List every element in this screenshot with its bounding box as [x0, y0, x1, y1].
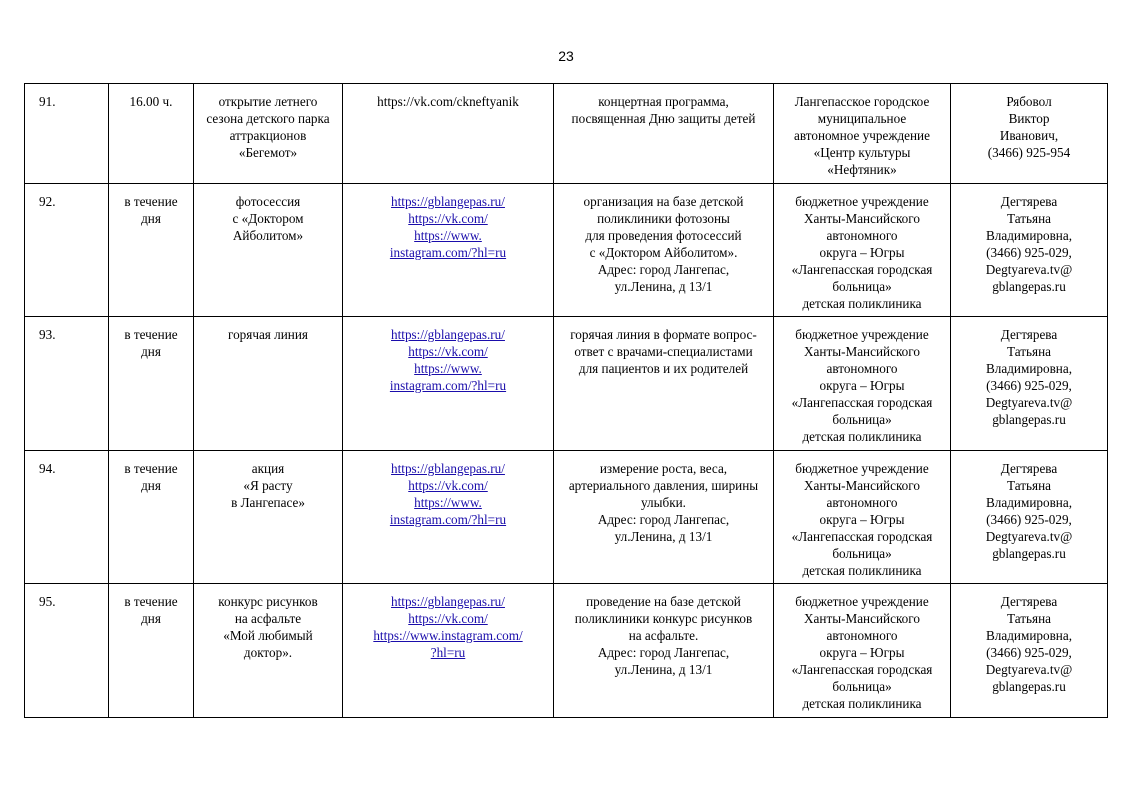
cell-description-line: организация на базе детской — [583, 194, 744, 209]
cell-organizer-line: детская поликлиника — [802, 429, 922, 444]
cell-description — [554, 451, 774, 584]
link[interactable]: https://vk.com/ — [408, 611, 488, 626]
cell-links — [343, 184, 554, 317]
cell-organizer-line: Лангепасское городское — [794, 94, 930, 109]
link[interactable]: https://vk.com/ckneftyanik — [377, 94, 519, 109]
cell-organizer-line: «Лангепасская городская — [791, 662, 933, 677]
cell-contact-line: Дегтярева — [1000, 461, 1058, 476]
cell-description-line: измерение роста, веса, — [599, 461, 728, 476]
events-table — [24, 83, 1108, 718]
cell-time-line: в течение — [124, 594, 178, 609]
cell-contact-line: Владимировна, — [985, 361, 1073, 376]
cell-time-line: дня — [141, 478, 161, 493]
cell-contact-line: Рябовол — [1006, 94, 1052, 109]
cell-contact-line: gblangepas.ru — [992, 546, 1066, 561]
link[interactable]: instagram.com/?hl=ru — [389, 378, 507, 393]
cell-time-line: дня — [141, 211, 161, 226]
cell-event — [194, 584, 343, 718]
cell-contact — [951, 317, 1108, 451]
cell-event-line: «Я расту — [243, 478, 293, 493]
cell-event-line: конкурс рисунков — [218, 594, 318, 609]
cell-event-line: сезона детского парка — [206, 111, 330, 126]
cell-description — [554, 184, 774, 317]
cell-organizer — [774, 584, 951, 718]
cell-organizer — [774, 184, 951, 317]
cell-description-line: ул.Ленина, д 13/1 — [614, 279, 713, 294]
cell-contact-line: gblangepas.ru — [992, 279, 1066, 294]
cell-time-line: дня — [141, 611, 161, 626]
cell-time-line: дня — [141, 344, 161, 359]
cell-organizer-line: детская поликлиника — [802, 296, 922, 311]
link[interactable]: https://gblangepas.ru/ — [391, 594, 505, 609]
cell-contact-line: Дегтярева — [1000, 594, 1058, 609]
cell-contact-line: Degtyareva.tv@ — [985, 395, 1073, 410]
cell-time — [109, 451, 194, 584]
cell-event-line: в Лангепасе» — [231, 495, 305, 510]
cell-number: 91. — [25, 84, 109, 184]
cell-description-line: проведение на базе детской — [586, 594, 741, 609]
cell-contact-line: gblangepas.ru — [992, 412, 1066, 427]
cell-time-line: в течение — [124, 327, 178, 342]
cell-organizer-line: Ханты-Мансийского — [804, 478, 920, 493]
cell-links — [343, 84, 554, 184]
cell-organizer-line: округа – Югры — [819, 512, 905, 527]
cell-organizer-line: Ханты-Мансийского — [804, 611, 920, 626]
cell-description-line: ул.Ленина, д 13/1 — [614, 529, 713, 544]
cell-organizer-line: бюджетное учреждение — [795, 327, 929, 342]
cell-contact — [951, 451, 1108, 584]
cell-organizer-line: «Нефтяник» — [827, 162, 897, 177]
cell-contact-line: gblangepas.ru — [992, 679, 1066, 694]
cell-event — [194, 317, 343, 451]
cell-contact — [951, 84, 1108, 184]
cell-description-line: поликлиники конкурс рисунков — [574, 611, 753, 626]
cell-contact-line: Владимировна, — [985, 228, 1073, 243]
link[interactable]: https://www. — [414, 361, 482, 376]
cell-organizer-line: бюджетное учреждение — [795, 194, 929, 209]
cell-description-line: ул.Ленина, д 13/1 — [614, 662, 713, 677]
cell-description-line: горячая линия в формате вопрос- — [570, 327, 757, 342]
table-row — [25, 84, 1108, 184]
cell-number: 93. — [25, 317, 109, 451]
link[interactable]: https://vk.com/ — [408, 344, 488, 359]
page-number: 23 — [558, 48, 574, 64]
cell-organizer-line: округа – Югры — [819, 378, 905, 393]
cell-description-line: концертная программа, — [598, 94, 729, 109]
cell-links — [343, 584, 554, 718]
table-row — [25, 317, 1108, 451]
cell-number: 95. — [25, 584, 109, 718]
cell-description — [554, 84, 774, 184]
cell-contact — [951, 584, 1108, 718]
cell-contact-line: Degtyareva.tv@ — [985, 529, 1073, 544]
cell-organizer — [774, 317, 951, 451]
cell-contact-line: (3466) 925-029, — [986, 378, 1072, 393]
cell-number: 92. — [25, 184, 109, 317]
cell-contact-line: Татьяна — [1007, 344, 1051, 359]
cell-event-line: Айболитом» — [232, 228, 304, 243]
cell-contact-line: Татьяна — [1007, 211, 1051, 226]
cell-description-line: посвященная Дню защиты детей — [571, 111, 756, 126]
cell-contact-line: (3466) 925-029, — [986, 645, 1072, 660]
link[interactable]: instagram.com/?hl=ru — [389, 245, 507, 260]
cell-contact-line: (3466) 925-954 — [987, 145, 1071, 160]
cell-event-line: открытие летнего — [218, 94, 318, 109]
cell-organizer-line: автономного — [826, 495, 898, 510]
link[interactable]: https://gblangepas.ru/ — [391, 461, 505, 476]
cell-event — [194, 184, 343, 317]
cell-description-line: улыбки. — [641, 495, 686, 510]
cell-links — [343, 451, 554, 584]
cell-event-line: акция — [251, 461, 285, 476]
cell-contact-line: Degtyareva.tv@ — [985, 262, 1073, 277]
cell-organizer-line: бюджетное учреждение — [795, 461, 929, 476]
cell-description-line: артериального давления, ширины — [568, 478, 759, 493]
link[interactable]: https://vk.com/ — [408, 478, 488, 493]
cell-organizer-line: детская поликлиника — [802, 563, 922, 578]
cell-time — [109, 184, 194, 317]
cell-time-line: в течение — [124, 461, 178, 476]
cell-contact-line: Иванович, — [999, 128, 1059, 143]
cell-organizer-line: Ханты-Мансийского — [804, 211, 920, 226]
cell-description-line: Адрес: город Лангепас, — [597, 512, 730, 527]
cell-description-line: для проведения фотосессий — [585, 228, 742, 243]
cell-organizer-line: Ханты-Мансийского — [804, 344, 920, 359]
cell-event — [194, 84, 343, 184]
cell-event-line: «Бегемот» — [238, 145, 298, 160]
cell-description-line: с «Доктором Айболитом». — [589, 245, 738, 260]
cell-organizer-line: больница» — [832, 546, 892, 561]
cell-description-line: Адрес: город Лангепас, — [597, 645, 730, 660]
cell-description-line: на асфальте. — [628, 628, 699, 643]
cell-contact-line: (3466) 925-029, — [986, 245, 1072, 260]
cell-organizer — [774, 451, 951, 584]
cell-contact-line: Дегтярева — [1000, 194, 1058, 209]
cell-organizer-line: округа – Югры — [819, 245, 905, 260]
cell-contact-line: Дегтярева — [1000, 327, 1058, 342]
cell-event-line: с «Доктором — [232, 211, 304, 226]
table-row — [25, 184, 1108, 317]
cell-organizer-line: «Лангепасская городская — [791, 529, 933, 544]
cell-contact-line: Владимировна, — [985, 495, 1073, 510]
cell-organizer-line: автономного — [826, 628, 898, 643]
table-row — [25, 584, 1108, 718]
link[interactable]: https://gblangepas.ru/ — [391, 327, 505, 342]
cell-description-line: поликлиники фотозоны — [597, 211, 730, 226]
cell-organizer-line: округа – Югры — [819, 645, 905, 660]
link[interactable]: https://gblangepas.ru/ — [391, 194, 505, 209]
cell-event — [194, 451, 343, 584]
cell-links — [343, 317, 554, 451]
cell-time-line: 16.00 ч. — [129, 94, 173, 109]
cell-organizer-line: бюджетное учреждение — [795, 594, 929, 609]
link[interactable]: instagram.com/?hl=ru — [389, 512, 507, 527]
cell-contact-line: Виктор — [1008, 111, 1050, 126]
cell-description-line: ответ с врачами-специалистами — [574, 344, 753, 359]
cell-time — [109, 584, 194, 718]
link[interactable]: https://vk.com/ — [408, 211, 488, 226]
cell-contact-line: Татьяна — [1007, 478, 1051, 493]
cell-contact-line: Татьяна — [1007, 611, 1051, 626]
cell-contact-line: (3466) 925-029, — [986, 512, 1072, 527]
cell-number: 94. — [25, 451, 109, 584]
cell-contact-line: Владимировна, — [985, 628, 1073, 643]
cell-time-line: в течение — [124, 194, 178, 209]
cell-event-line: аттракционов — [229, 128, 307, 143]
link[interactable]: ?hl=ru — [430, 645, 466, 660]
cell-organizer-line: муниципальное — [817, 111, 907, 126]
table-row — [25, 451, 1108, 584]
link[interactable]: https://www. — [414, 495, 482, 510]
link[interactable]: https://www.instagram.com/ — [373, 628, 523, 643]
cell-organizer-line: «Лангепасская городская — [791, 262, 933, 277]
cell-time — [109, 84, 194, 184]
cell-event-line: «Мой любимый — [223, 628, 313, 643]
cell-event-line: фотосессия — [235, 194, 301, 209]
cell-description-line: для пациентов и их родителей — [578, 361, 749, 376]
cell-organizer-line: детская поликлиника — [802, 696, 922, 711]
cell-organizer-line: больница» — [832, 412, 892, 427]
cell-event-line: доктор». — [243, 645, 293, 660]
cell-organizer-line: автономного — [826, 361, 898, 376]
cell-event-line: на асфальте — [234, 611, 302, 626]
cell-description-line: Адрес: город Лангепас, — [597, 262, 730, 277]
cell-organizer-line: «Центр культуры — [813, 145, 911, 160]
cell-description — [554, 584, 774, 718]
cell-event-line: горячая линия — [227, 327, 308, 342]
cell-contact-line: Degtyareva.tv@ — [985, 662, 1073, 677]
cell-contact — [951, 184, 1108, 317]
cell-time — [109, 317, 194, 451]
cell-description — [554, 317, 774, 451]
cell-organizer-line: автономное учреждение — [794, 128, 930, 143]
cell-organizer-line: автономного — [826, 228, 898, 243]
cell-organizer-line: больница» — [832, 279, 892, 294]
events-table-body — [25, 84, 1108, 718]
link[interactable]: https://www. — [414, 228, 482, 243]
cell-organizer — [774, 84, 951, 184]
cell-organizer-line: «Лангепасская городская — [791, 395, 933, 410]
cell-organizer-line: больница» — [832, 679, 892, 694]
